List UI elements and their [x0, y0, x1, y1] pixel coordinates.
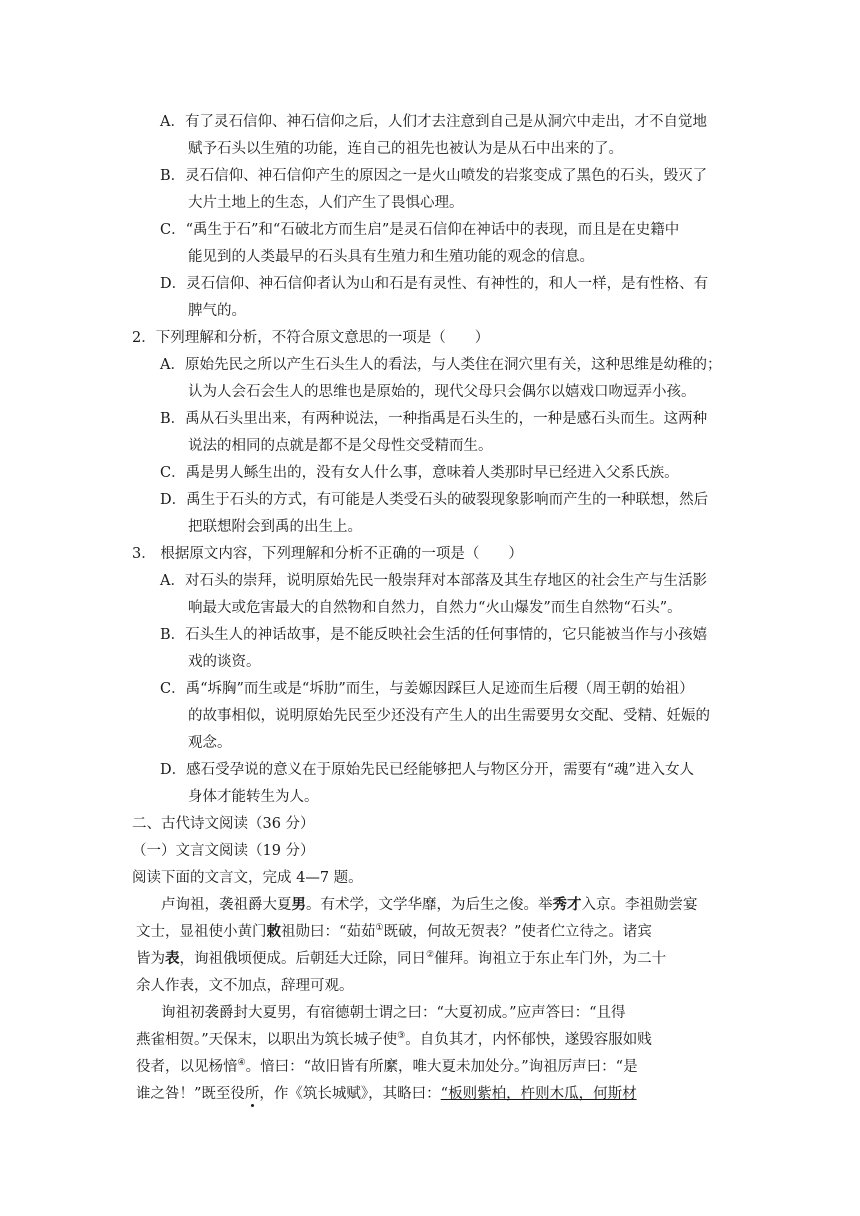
- footnote-3: ③: [397, 1031, 406, 1042]
- q1-option-b: B．灵石信仰、神石信仰产生的原因之一是火山喷发的岩浆变成了黑色的石头，毁灭了: [160, 168, 708, 184]
- q3-stem: 3． 根据原文内容，下列理解和分析不正确的一项是（ ）: [132, 546, 523, 562]
- q2-option-d-cont: 把联想附会到禹的出生上。: [188, 519, 362, 535]
- q2-stem: 2．下列理解和分析，不符合原文意思的一项是（ ）: [132, 330, 490, 346]
- q1-option-a-cont: 赋予石头以生殖的功能，连自己的祖先也被认为是从石中出来的了。: [188, 141, 623, 157]
- footnote-2: ②: [426, 950, 435, 961]
- q2-option-a-cont: 认为人会石会生人的思维也是原始的，现代父母只会偶尔以嬉戏口吻逗弄小孩。: [188, 384, 696, 400]
- underlined-sentence: “板则紫柏，杵则木瓜，何斯材: [440, 1086, 637, 1102]
- passage-p2-line4: 谁之咎！”既至役所，作《筑长城赋》，其略曰：“板则紫柏，杵则木瓜，何斯材: [136, 1086, 637, 1102]
- q2-option-b: B．禹从石头里出来，有两种说法，一种指禹是石头生的，一种是感石头而生。这两种: [160, 411, 708, 427]
- passage-p2-line2: 燕雀相贺。”天保末，以职出为筑长城子使③。自负其才，内怀郁怏，遂毁容服如贱: [136, 1031, 652, 1048]
- q3-option-b-cont: 戏的谈资。: [188, 654, 261, 670]
- q3-option-b: B．石头生人的神话故事，是不能反映社会生活的任何事情的，它只能被当作与小孩嬉: [160, 627, 708, 643]
- subsection-title: （一）文言文阅读（19 分）: [132, 843, 315, 859]
- passage-p1-line2: 文士，显祖使小黄门敕祖勋曰：“茹茹①既破，何故无贺表？”使者伫立待之。诸宾: [136, 923, 652, 940]
- q2-option-d: D．禹生于石头的方式，有可能是人类受石头的破裂现象影响而产生的一种联想，然后: [160, 492, 709, 508]
- passage-p1-line4: 余人作表，文不加点，辞理可观。: [136, 978, 354, 994]
- q3-option-c-cont: 的故事相似，说明原始先民至少还没有产生人的出生需要男女交配、受精、妊娠的: [188, 708, 710, 724]
- q1-option-c-cont: 能见到的人类最早的石头具有生殖力和生殖功能的观念的信息。: [188, 249, 594, 265]
- q3-option-d: D．感石受孕说的意义在于原始先民已经能够把人与物区分开，需要有“魂”进入女人: [160, 762, 694, 778]
- passage-p1-line1: 卢询祖，袭祖爵大夏男。有术学，文学华靡，为后生之俊。举秀才入京。李祖勋尝宴: [161, 896, 698, 913]
- q1-option-d: D．灵石信仰、神石信仰者认为山和石是有灵性、有神性的，和人一样，是有性格、有: [160, 276, 709, 292]
- q3-option-c-cont2: 观念。: [188, 735, 232, 751]
- footnote-1: ①: [375, 923, 384, 934]
- keyword-biao: 表: [165, 950, 180, 967]
- q3-option-a-cont: 响最大或危害最大的自然物和自然力，自然力“火山爆发”而生自然物“石头”。: [188, 600, 682, 616]
- q1-option-d-cont: 脾气的。: [188, 303, 246, 319]
- q3-option-d-cont: 身体才能转生为人。: [188, 789, 319, 805]
- passage-p2-line1: 询祖初袭爵封大夏男，有宿德朝士谓之曰：“大夏初成。”应声答曰：“且得: [161, 1005, 626, 1021]
- keyword-chi: 敕: [266, 923, 281, 940]
- q1-option-a: A．有了灵石信仰、神石信仰之后，人们才去注意到自己是从洞穴中走出，才不自觉地: [160, 114, 707, 130]
- q1-option-c: C．“禹生于石”和“石破北方而生启”是灵石信仰在神话中的表现，而且是在史籍中: [160, 222, 680, 238]
- keyword-nan: 男: [291, 896, 306, 913]
- footnote-4: ④: [237, 1058, 246, 1069]
- reading-instruction: 阅读下面的文言文，完成 4—7 题。: [132, 870, 363, 886]
- emphasis-dot-suo: 所: [244, 1086, 260, 1102]
- q2-option-b-cont: 说法的相同的点就是都不是父母性交受精而生。: [188, 438, 493, 454]
- passage-p1-line3: 皆为表，询祖俄顷便成。后朝廷大迁除，同日②催拜。询祖立于东止车门外，为二十: [136, 950, 667, 967]
- keyword-xiucai: 秀才: [552, 896, 582, 913]
- q2-option-a: A．原始先民之所以产生石头生人的看法，与人类住在洞穴里有关，这种思维是幼稚的；: [160, 357, 722, 373]
- section-title: 二、古代诗文阅读（36 分）: [132, 816, 315, 832]
- passage-p2-line3: 役者，以见杨愔④。愔曰：“故旧皆有所縻，唯大夏未加处分。”询祖厉声曰：“是: [136, 1058, 638, 1075]
- q3-option-c: C．禹“坼胸”而生或是“坼肋”而生，与姜嫄因踩巨人足迹而生后稷（周王朝的始祖）: [160, 681, 694, 697]
- q2-option-c: C．禹是男人鲧生出的，没有女人什么事，意味着人类那时早已经进入父系氏族。: [160, 465, 679, 481]
- q3-option-a: A．对石头的崇拜，说明原始先民一般崇拜对本部落及其生存地区的社会生产与生活影: [160, 573, 707, 589]
- q1-option-b-cont: 大片土地上的生态，人们产生了畏惧心理。: [188, 195, 464, 211]
